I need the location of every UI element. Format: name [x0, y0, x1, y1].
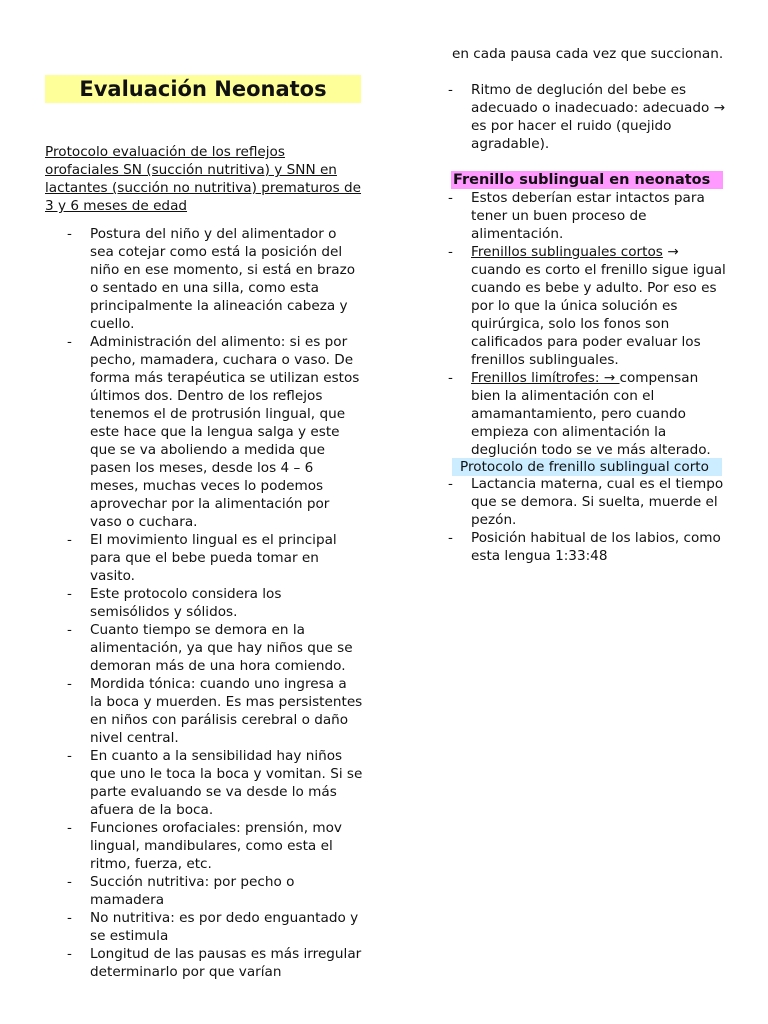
list-item: - El movimiento lingual es el principal para que el bebe pueda tomar en vasito. — [45, 531, 363, 585]
list-item: - Posición habitual de los labios, como esta lengua 1:33:48 — [426, 529, 726, 565]
item-label: Frenillos limítrofes: → — [471, 370, 620, 386]
item-text: compensan bien la alimentación con el amamantamiento, pero cuando empieza con alimentación la deglución todo se ve más alterado. — [471, 370, 711, 458]
item-label: Frenillos sublinguales cortos — [471, 244, 663, 260]
list-item — [426, 369, 726, 459]
list-item: - Funciones orofaciales: prensión, mov lingual, mandibulares, como esta el ritmo, fuerza, etc. — [45, 819, 363, 873]
list-item: - Succión nutritiva: por pecho o mamadera — [45, 873, 363, 909]
list-item — [426, 243, 726, 369]
right-bullet-list-2 — [426, 189, 726, 459]
list-item: - Ritmo de deglución del bebe es adecuado o inadecuado: adecuado → es por hacer el ruido (quejido agradable). — [426, 81, 726, 153]
list-item: - Longitud de las pausas es más irregular determinarlo por que varían — [45, 945, 363, 981]
list-item: - Postura del niño y del alimentador o sea cotejar como está la posición del niño en ese momento, si está en brazo o sentado en una silla, como esta principalmente la alineación cabeza y cuello. — [45, 225, 363, 333]
list-item: - No nutritiva: es por dedo enguantado y se estimula — [45, 909, 363, 945]
list-item: - Administración del alimento: si es por pecho, mamadera, cuchara o vaso. De forma más terapéutica se utilizan estos últimos dos. Dentro de los reflejos tenemos el de protrusión lingual, que este hace que la lengua salga y este que se va aboliendo a medida que pasen los meses, desde los 4 – 6 meses, muchas veces lo podemos aprovechar por la alimentación por vaso o cuchara. — [45, 333, 363, 531]
document-title: Evaluación Neonatos — [45, 75, 361, 103]
list-item: - Cuanto tiempo se demora en la alimentación, ya que hay niños que se demoran más de una hora comiendo. — [45, 621, 363, 675]
heading-protocolo: Protocolo de frenillo sublingual corto — [452, 458, 722, 476]
list-item: - Mordida tónica: cuando uno ingresa a la boca y muerden. Es mas persistentes en niños con parálisis cerebral o daño nivel central. — [45, 675, 363, 747]
continued-item-text: en cada pausa cada vez que succionan. — [452, 46, 724, 62]
right-bullet-list-3 — [426, 475, 726, 565]
right-bullet-list-1 — [426, 81, 726, 153]
intro-paragraph: Protocolo evaluación de los reflejos orofaciales SN (succión nutritiva) y SNN en lactantes (succión no nutritiva) prematuros de 3 y 6 meses de edad — [45, 144, 362, 214]
heading-frenillo: Frenillo sublingual en neonatos — [451, 171, 723, 189]
left-bullet-list — [45, 225, 363, 981]
item-text: → cuando es corto el frenillo sigue igual cuando es bebe y adulto. Por eso es por lo que la única solución es quirúrgica, solo los fonos son calificados para poder evaluar los frenillos sublinguales. — [471, 244, 726, 368]
list-item: - Estos deberían estar intactos para tener un buen proceso de alimentación. — [426, 189, 726, 243]
list-item: - Este protocolo considera los semisólidos y sólidos. — [45, 585, 363, 621]
list-item: - En cuanto a la sensibilidad hay niños que uno le toca la boca y vomitan. Si se parte evaluando se va desde lo más afuera de la boca. — [45, 747, 363, 819]
list-item: - Lactancia materna, cual es el tiempo que se demora. Si suelta, muerde el pezón. — [426, 475, 726, 529]
